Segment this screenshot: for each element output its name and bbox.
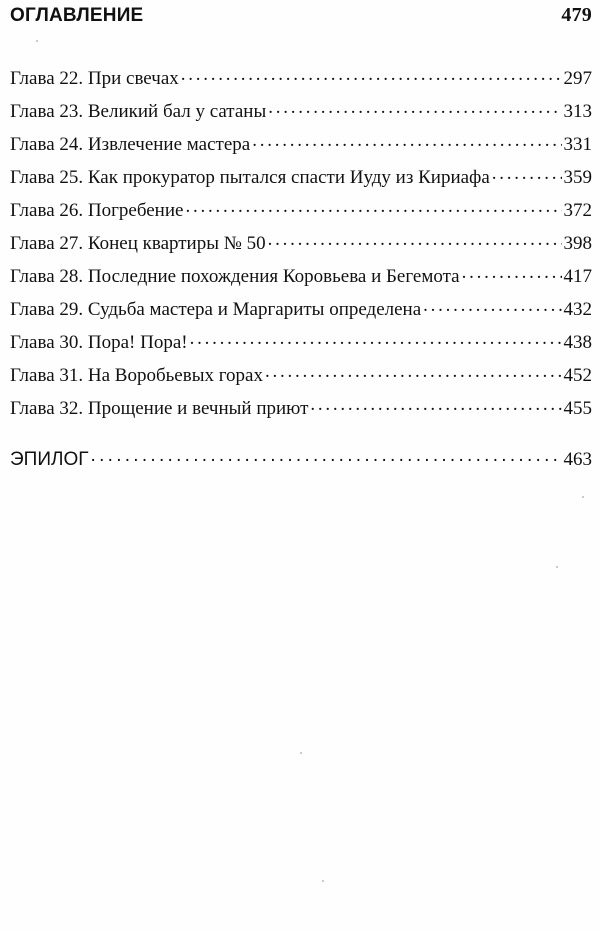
toc-entry-chapter-25	[10, 161, 592, 194]
paper-speck	[322, 880, 324, 882]
toc-entry-page: 432	[563, 299, 592, 320]
toc-entry-page: 455	[563, 398, 592, 419]
toc-entry-title: Глава 26. Погребение	[10, 200, 184, 221]
toc-entry-page: 417	[563, 266, 592, 287]
dot-leader	[185, 197, 561, 216]
dot-leader	[91, 446, 562, 465]
toc-entry-title: Глава 31. На Воробьевых горах	[10, 365, 263, 386]
toc-entry-title: ЭПИЛОГ	[10, 449, 89, 470]
toc-entry-chapter-31	[10, 359, 592, 392]
dot-leader	[310, 395, 561, 414]
toc-entry-epilogue	[10, 443, 592, 476]
toc-entry-title: Глава 30. Пора! Пора!	[10, 332, 188, 353]
dot-leader	[181, 65, 562, 84]
paper-speck	[36, 40, 38, 42]
toc-entry-page: 438	[563, 332, 592, 353]
toc-entry-title: Глава 29. Судьба мастера и Маргариты определена	[10, 299, 422, 320]
toc-entry-title: Глава 28. Последние похождения Коровьева и Бегемота	[10, 266, 460, 287]
page-number: 479	[561, 4, 592, 26]
toc-entry-title: Глава 27. Конец квартиры № 50	[10, 233, 266, 254]
dot-leader	[265, 362, 562, 381]
toc-entry-chapter-30	[10, 326, 592, 359]
toc-entry-chapter-24	[10, 128, 592, 161]
toc-entry-title: Глава 24. Извлечение мастера	[10, 134, 251, 155]
table-of-contents	[10, 62, 592, 476]
dot-leader	[492, 164, 562, 183]
dot-leader	[252, 131, 561, 150]
toc-entry-chapter-28	[10, 260, 592, 293]
toc-entry-page: 297	[563, 68, 592, 89]
toc-entry-chapter-22	[10, 62, 592, 95]
toc-entry-title: Глава 25. Как прокуратор пытался спасти Иуду из Кириафа	[10, 167, 490, 188]
paper-speck	[582, 496, 584, 498]
toc-entry-title: Глава 22. При свечах	[10, 68, 179, 89]
dot-leader	[423, 296, 561, 315]
section-title: ОГЛАВЛЕНИЕ	[10, 5, 144, 26]
toc-entry-chapter-26	[10, 194, 592, 227]
toc-entry-chapter-29	[10, 293, 592, 326]
toc-entry-page: 372	[563, 200, 592, 221]
paper-speck	[556, 566, 558, 568]
toc-entry-chapter-27	[10, 227, 592, 260]
paper-speck	[300, 752, 302, 754]
dot-leader	[462, 263, 562, 282]
toc-entry-page: 452	[563, 365, 592, 386]
toc-entry-title: Глава 23. Великий бал у сатаны	[10, 101, 267, 122]
toc-entry-page: 331	[563, 134, 592, 155]
toc-entry-page: 313	[563, 101, 592, 122]
dot-leader	[268, 98, 561, 117]
running-head	[10, 4, 592, 34]
toc-entry-page: 463	[563, 449, 592, 470]
dot-leader	[268, 230, 562, 249]
toc-entry-title: Глава 32. Прощение и вечный приют	[10, 398, 309, 419]
toc-entry-chapter-23	[10, 95, 592, 128]
dot-leader	[190, 329, 562, 348]
toc-entry-page: 359	[563, 167, 592, 188]
toc-entry-page: 398	[563, 233, 592, 254]
toc-entry-chapter-32	[10, 392, 592, 425]
